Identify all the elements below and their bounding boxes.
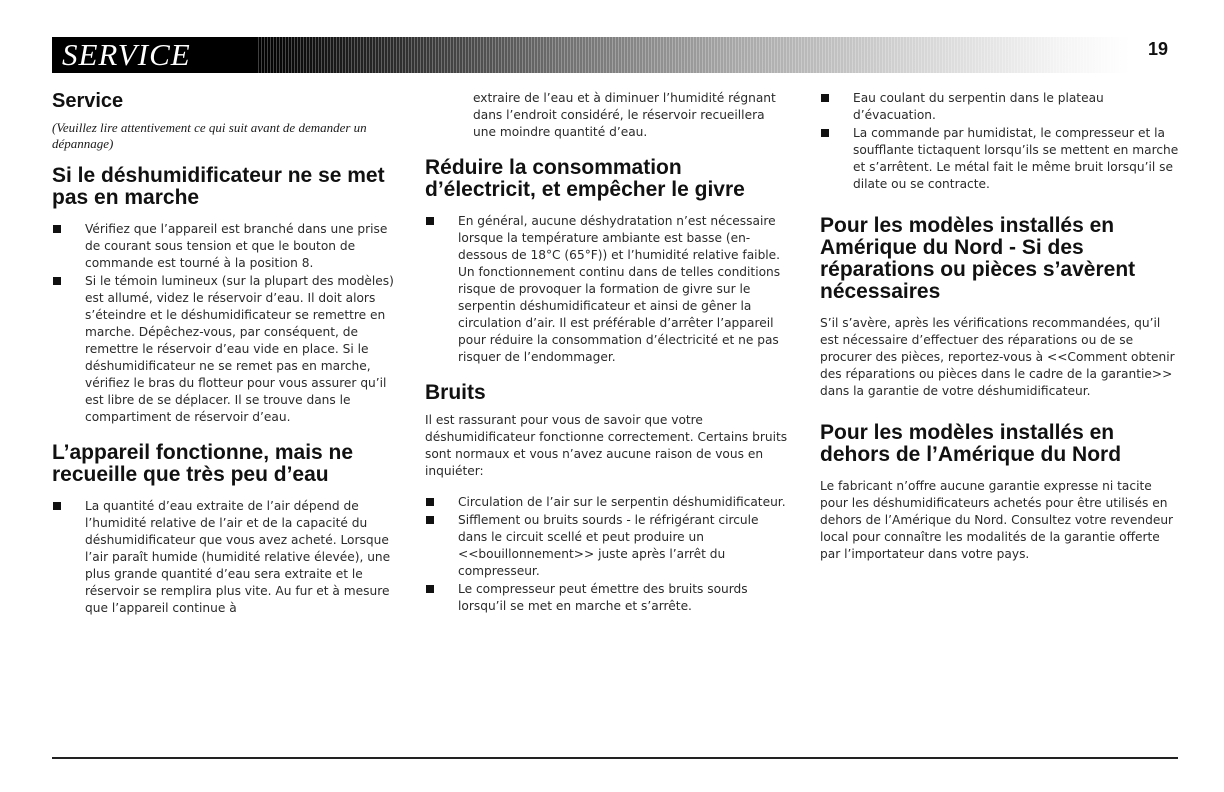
header-gradient-bar xyxy=(258,37,1130,73)
list-item: Circulation de l’air sur le serpentin déshumidificateur. xyxy=(425,494,790,511)
no-start-list xyxy=(52,221,398,426)
column-3 xyxy=(820,90,1180,579)
page-number: 19 xyxy=(1148,39,1169,59)
section-heading-little-water: L’appareil fonctionne, mais ne recueille que très peu d’eau xyxy=(52,441,354,486)
section-title: SERVICE xyxy=(52,37,258,73)
energy-list xyxy=(425,213,790,366)
header-band xyxy=(52,37,1130,73)
list-item: La quantité d’eau extraite de l’air dépend de l’humidité relative de l’air et de la capacité du déshumidificateur que vous avez acheté. Lorsque l’air paraît humide (humidité relative élevée), une plus grande quantité d’eau sera extraite et le réservoir se remplira plus vite. Au fur et à mesure que l’appareil continue à xyxy=(52,498,398,617)
list-item: Si le témoin lumineux (sur la plupart des modèles) est allumé, videz le réservoir d’eau. Il doit alors s’éteindre et le déshumidificateur se remettre en marche. Dépêchez-vous, par conséquent, de remettre le réservoir d’eau vide en place. Si le déshumidificateur ne se remet pas en marche, vérifiez le bras du flotteur pour vous assurer qu’il est libre de se déplacer. Il se trouve dans le compartiment de réservoir d’eau. xyxy=(52,273,398,426)
column-1 xyxy=(52,90,398,633)
list-item: Vérifiez que l’appareil est branché dans une prise de courant sous tension et que le bouton de commande est tourné à la position 8. xyxy=(52,221,398,272)
noise-list-continued xyxy=(820,90,1180,193)
service-note: (Veuillez lire attentivement ce qui suit avant de demander un dépannage) xyxy=(52,120,367,151)
list-item: Sifflement ou bruits sourds - le réfrigérant circule dans le circuit scellé et peut produire un <<bouillonnement>> juste après l’arrêt du compresseur. xyxy=(425,512,790,580)
section-heading-no-start: Si le déshumidificateur ne se met pas en marche xyxy=(52,164,385,209)
little-water-list xyxy=(52,498,398,617)
north-america-text: S’il s’avère, après les vérifications recommandées, qu’il est nécessaire d’effectuer des réparations ou de se procurer des pièces, reportez-vous à <<Comment obtenir des réparations ou pièces dans le cadre de la garantie>> dans la garantie de votre déshumidificateur. xyxy=(820,316,1175,398)
continued-text: extraire de l’eau et à diminuer l’humidité régnant dans l’endroit considéré, le réservoir recueillera une moindre quantité d’eau. xyxy=(473,91,776,139)
list-item: En général, aucune déshydratation n’est nécessaire lorsque la température ambiante est basse (en-dessous de 18°C (65°F)) et l’humidité relative faible. Un fonctionnement continu dans de telles conditions risque de provoquer la formation de givre sur le serpentin déshumidificateur et ainsi de gêner la circulation d’air. Il est préférable d’arrêter l’appareil pour réduire la consommation d’électricité et ne pas risquer de l’endommager. xyxy=(425,213,790,366)
bottom-rule xyxy=(52,757,1178,759)
section-heading-energy: Réduire la consommation d’électricit, et empêcher le givre xyxy=(425,156,745,201)
noise-list xyxy=(425,494,790,615)
section-heading-outside-north-america: Pour les modèles installés en dehors de l’Amérique du Nord xyxy=(820,421,1122,466)
section-heading-north-america: Pour les modèles installés en Amérique du Nord - Si des réparations ou pièces s’avèrent nécessaires xyxy=(820,214,1136,303)
list-item: La commande par humidistat, le compresseur et la soufflante tictaquent lorsqu’ils se mettent en marche et s’arrêtent. Le métal fait le même bruit lorsqu’il se dilate ou se contracte. xyxy=(820,125,1180,193)
outside-north-america-text: Le fabricant n’offre aucune garantie expresse ni tacite pour les déshumidificateurs achetés pour être utilisés en dehors de l’Amérique du Nord. Consultez votre revendeur local pour connaître les modalités de la garantie offerte par l’importateur dans votre pays. xyxy=(820,479,1174,561)
column-2 xyxy=(425,90,790,631)
list-item: Le compresseur peut émettre des bruits sourds lorsqu’il se met en marche et s’arrête. xyxy=(425,581,790,615)
section-heading-noise: Bruits xyxy=(425,381,486,404)
noise-intro: Il est rassurant pour vous de savoir que votre déshumidificateur fonctionne correctement. Certains bruits sont normaux et vous n’avez aucune raison de vous en inquiéter: xyxy=(425,413,788,478)
service-heading: Service xyxy=(52,90,124,112)
list-item: Eau coulant du serpentin dans le plateau d’évacuation. xyxy=(820,90,1180,124)
